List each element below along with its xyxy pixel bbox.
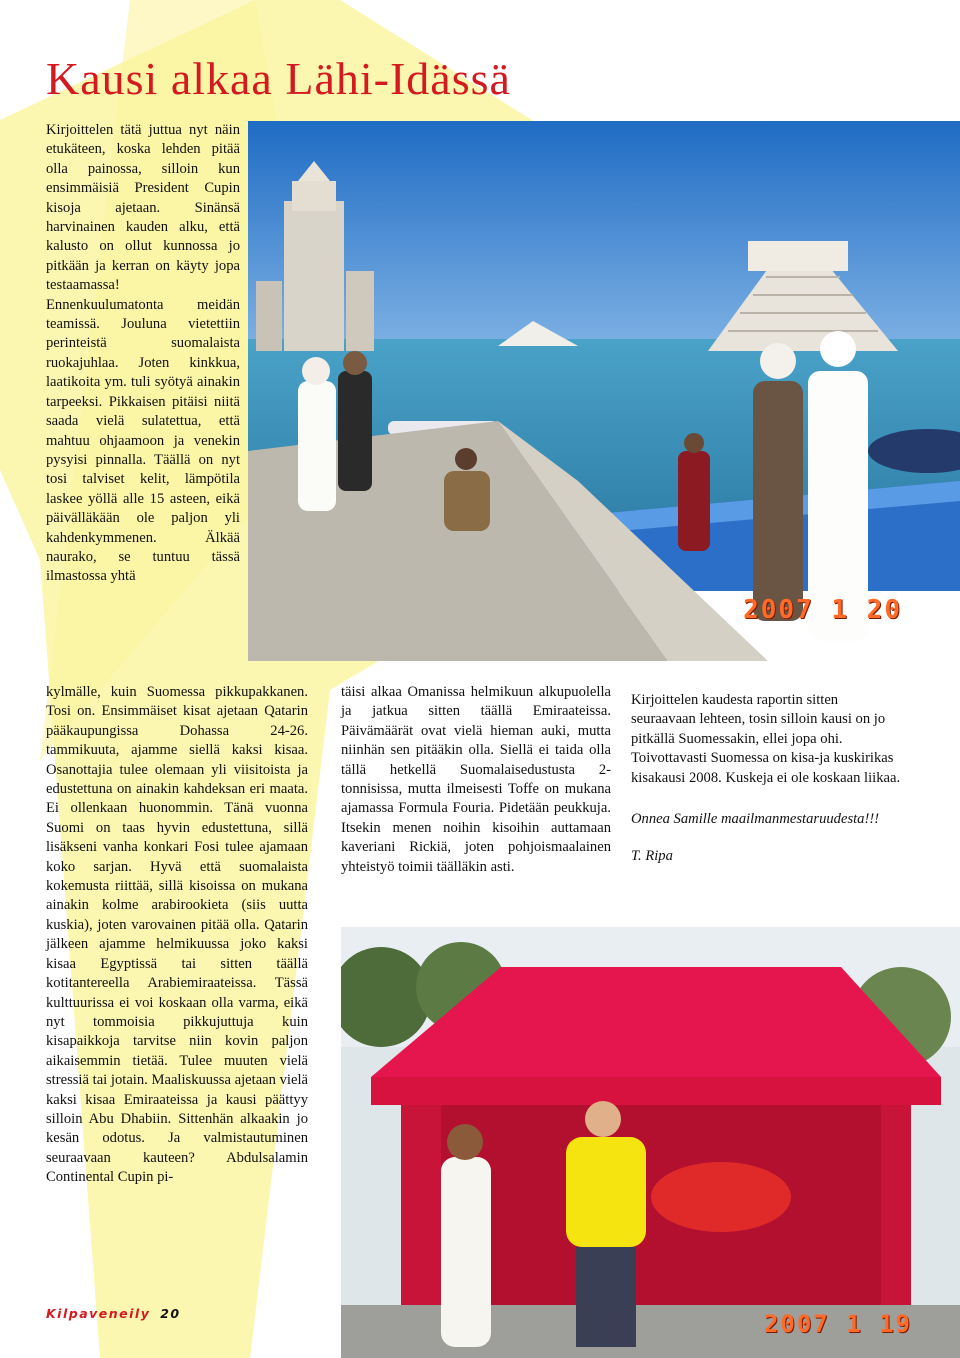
page-number: 20 xyxy=(160,1306,181,1321)
congratulations-note: Onnea Samille maailmanmestaruudesta!!! xyxy=(631,811,880,828)
magazine-name: Kilpaveneily xyxy=(46,1306,151,1321)
article-title: Kausi alkaa Lähi-Idässä xyxy=(46,53,511,104)
photo-red-tent xyxy=(341,927,960,1358)
photo-date-stamp: 2007 1 20 xyxy=(743,595,902,625)
article-column-1-bottom: kylmälle, kuin Suomessa pikkupakkanen. Tosi on. Ensimmäiset kisat ajetaan Qatarin pääkaupungissa Dohassa 24-26. tammikuuta, ajamme siellä kaksi kisaa. Osanottajia tulee olemaan yli viisitoista ja edustettuna on ainakin kahdeksan eri maata. Ei ollenkaan huonommin. Tänä vuonna Suomi on taas hyvin edustettuna, sillä lisäkseni vanha konkari Fosi tulee ajamaan koko sarjan. Hyvä että suomalaista kokemusta riittää, sillä kisoissa on mukana ainakin kolme arabirookieta (siis uutta kuskia), joten varovainen pitää olla. Qatarin jälkeen ajamme helmikuussa joko kaksi kisaa Egyptissä tai sitten täällä kotitantereella Arabiemiraateissa. Tässä kulttuurissa ei voi koskaan olla varma, eikä nyt tommoisia pikkujuttuja kuin kisapaikkoja tarvitse niin kovin paljon aikaisemmin tietää. Tulee muuten vielä stressiä tai jotain. Maaliskuussa ajetaan vielä kaksi kisaa Emiraateissa ja kausi päättyy silloin Abu Dhabiin. Sittenhän alkaakin jo kesän odotus. Ja valmistautuminen seuraavaan kauteen? Abdulsalamin Continental Cupin pi- xyxy=(46,684,308,1186)
page-footer xyxy=(46,1306,181,1321)
doha-harbour-illustration xyxy=(248,121,960,661)
photo-doha-harbour xyxy=(248,121,960,661)
article-column-2: täisi alkaa Omanissa helmikuun alkupuolella ja jatkua sitten täällä Emiraateissa. Päivämäärät ovat vielä hieman auki, mutta niinhän sen pitääkin olla. Siellä ei taida olla tällä hetkellä Suomalaisedustusta 2-tonnisissa, mutta ilmeisesti Toffe on mukana ajamassa Formula Fouria. Pidetään peukkuja. Itsekin menen noihin kisoihin auttamaan kaveriani Rickiä, joten pohjoismaalainen yhteistyö toimii täälläkin asti. xyxy=(341,684,611,875)
red-tent-illustration xyxy=(341,927,960,1358)
article-column-1-top: Kirjoittelen tätä juttua nyt näin etukäteen, koska lehden pitää olla painossa, silloin kun ensimmäisiä President Cupin kisoja ajetaan. Sinänsä harvinainen kauden alku, että kalusto on ollut kunnossa jo pitkään ja kerran on käyty jopa testaamassa! Ennenkuulumatonta meidän teamissä. Jouluna vietettiin perinteistä suomalaista ruokajuhlaa. Joten kinkkua, laatikoita ym. tuli syötyä ainakin tarpeeksi. Pikkaisen pitäisi niitä saada vielä sulatettua, että mahtuu ohjaamoon ja venekin pysyisi pinnalla. Täällä on nyt tosi talviset kelit, lämpötila laskee yöllä alle 15 asteen, eikä päivälläkään ole paljon yli kahdenkymmenen. Älkää naurako, se tuntuu tässä ilmastossa yhtä xyxy=(46,122,240,585)
author-signature: T. Ripa xyxy=(631,848,673,865)
article-column-3: Kirjoittelen kaudesta raportin sitten seuraavaan lehteen, tosin silloin kausi on jo pitkällä Suomessakin, ellei jopa ohi. Toivottavasti Suomessa on kisa-ja kuskirikas kisakausi 2008. Kuskeja ei ole koskaan liikaa. Onnea Samille maailmanmestaruudesta!!! T. Ripa xyxy=(631,691,905,867)
photo-date-stamp: 2007 1 19 xyxy=(763,1310,912,1338)
